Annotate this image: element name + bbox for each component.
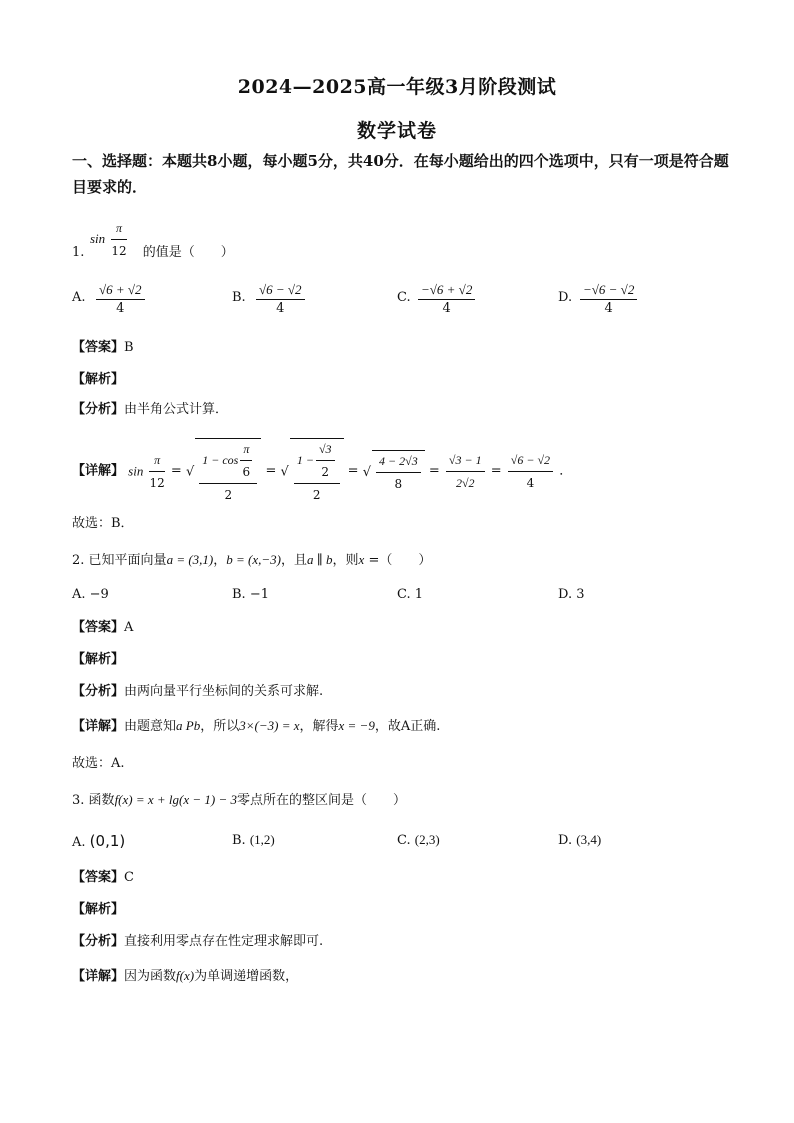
q1-option-c: $\frac{-√6 + √2}{4}$: [416, 282, 477, 316]
q1-stem: [72, 243, 234, 263]
q3-option-d: D. (3,4): [558, 832, 602, 848]
exam-title: 2024—2025高一年级3月阶段测试: [237, 76, 557, 98]
q3-fenxi: 【分析】直接利用零点存在性定理求解即可.: [72, 934, 324, 949]
q1-answer: 【答案】B: [72, 340, 134, 355]
q1-fenxi: 【分析】由半角公式计算．: [72, 402, 229, 417]
q3-option-a: A. (0,1): [72, 832, 126, 850]
q1-number: 1.: [72, 245, 85, 260]
q1-option-b-letter: B.: [232, 290, 246, 305]
q1-sin-expression: sin $\frac{\pi}{12}$: [90, 218, 129, 261]
q1-option-a: $\frac{√6 + √2}{4}$: [94, 282, 147, 316]
q1-option-c-letter: C.: [397, 290, 411, 305]
q3-analysis-label: 【解析】: [72, 902, 125, 917]
q1-option-d-letter: D.: [558, 290, 573, 305]
q2-option-a: A. −9: [72, 587, 109, 602]
exam-subtitle: 数学试卷: [356, 120, 437, 142]
q2-option-d: D. 3: [558, 587, 585, 602]
q1-analysis-label: 【解析】: [72, 372, 125, 387]
q1-option-d: $\frac{-√6 - √2}{4}$: [578, 282, 639, 316]
q2-option-c: C. 1: [397, 587, 424, 602]
q1-option-b: $\frac{√6 - √2}{4}$: [254, 282, 307, 316]
q3-option-c: C. (2,3): [397, 832, 440, 848]
q1-choose: 故选：B．: [72, 516, 134, 531]
q3-option-b: B. (1,2): [232, 832, 275, 848]
q2-fenxi: 【分析】由两向量平行坐标间的关系可求解.: [72, 684, 324, 699]
q2-analysis-label: 【解析】: [72, 652, 125, 667]
q1-detail: 【详解】 sin $\frac{\pi}{12}$ = √ 1 − cos $\frac{\pi}{6}$ 2 = √ 1 − $\frac{√3}{2}$ 2 = √ $\frac{4 - 2√3}{8}$ = $\frac{√3 - 1}{2√2}$ = $\frac{√6 - √2}{4}$ ．: [72, 438, 572, 505]
q2-stem: 2. 已知平面向量a = (3,1)，b = (x,−3)，且a ∥ b，则x =（ ）: [72, 552, 432, 568]
q2-choose: 故选：A.: [72, 756, 125, 771]
q2-answer: 【答案】A: [72, 620, 134, 635]
section-heading: 一、选择题：本题共8小题，每小题5分，共40分．在每小题给出的四个选项中，只有一项是符合题目要求的．: [72, 152, 729, 196]
q1-option-a-letter: A.: [72, 290, 86, 305]
q2-detail: 【详解】由题意知a Pb，所以3×(−3) = x，解得x = −9，故A正确.: [72, 718, 441, 734]
q1-stem-text: 的值是（ ）: [142, 245, 234, 260]
q2-option-b: B. −1: [232, 587, 269, 602]
q3-detail: 【详解】因为函数f(x)为单调递增函数，: [72, 968, 299, 984]
q3-answer: 【答案】C: [72, 870, 134, 885]
q3-stem: 3. 函数f(x) = x + lg(x − 1) − 3零点所在的整区间是（ ）: [72, 792, 407, 808]
